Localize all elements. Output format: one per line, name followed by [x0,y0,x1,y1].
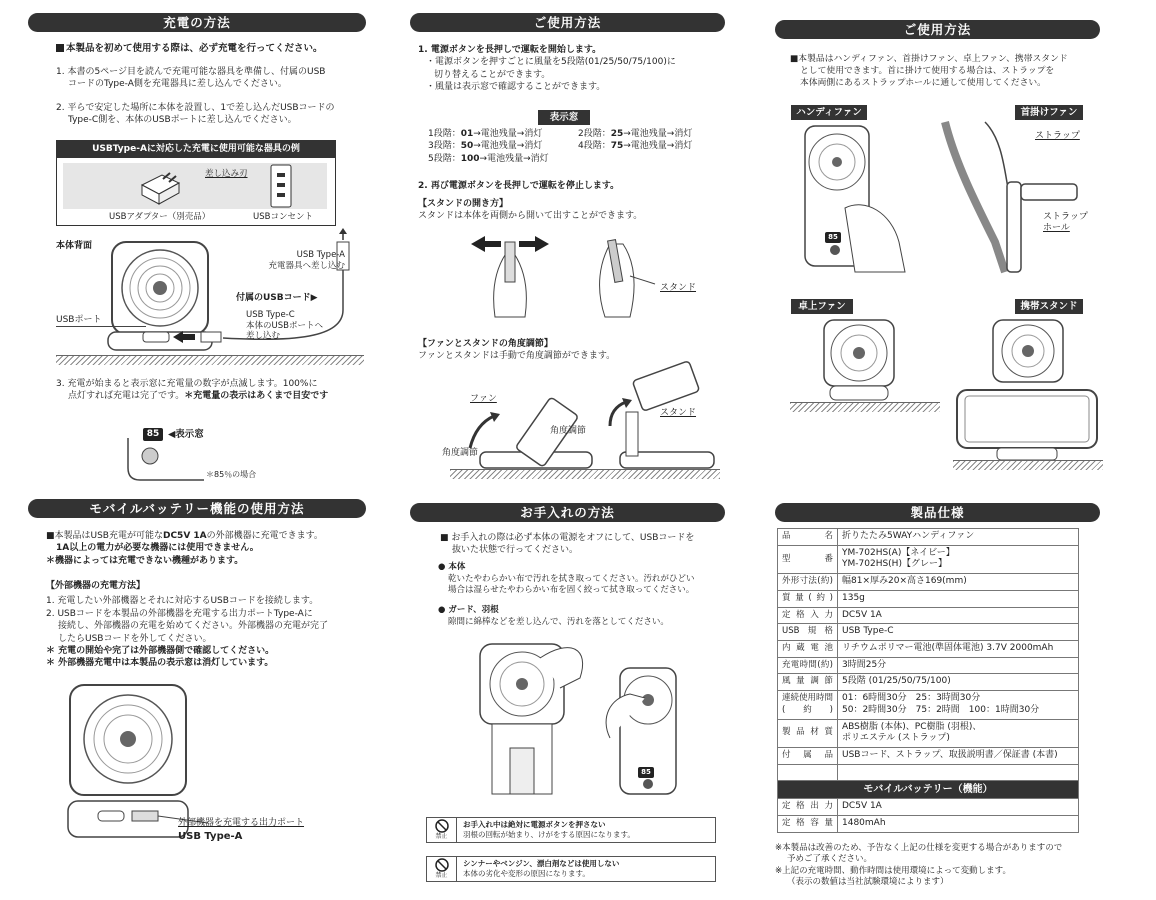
spec-value: ABS樹脂 (本体)、PC樹脂 (羽根)、 ポリエステル (ストラップ) [838,719,1079,747]
section-title-spec: 製品仕様 [775,503,1100,522]
plug-label: 差し込み刃 [205,169,248,179]
spec-row [778,691,1079,719]
warning-solvents: 禁止 シンナーやベンジン、漂白剤などは使用しない 本体の劣化や変形の原因になります。 [426,856,716,882]
spec-key: 質量(約) [778,590,838,607]
warning-power-button: 禁止 お手入れ中は絶対に電源ボタンを押さない 羽根の回転が始まり、けがをする原因になります。 [426,817,716,843]
charging-step-2: 2. 平らで安定した場所に本体を設置し、1で差し込んだUSBコードの Type-C側を、本体のUSBポートに差し込んでください。 [56,103,335,126]
fan-level-table: 1段階：01→電池残量→消灯 2段階：25→電池残量→消灯 3段階：50→電池残量→消灯 4段階：75→電池残量→消灯 5段階：100→電池残量→消灯 [428,129,693,164]
display-table-title: 表示窓 [538,110,590,125]
spec-row [778,607,1079,624]
care-guard: ● ガード、羽根 隙間に綿棒などを差し込んで、汚れを落としてください。 [438,605,669,627]
spec-row [778,799,1079,816]
outlet-label: USBコンセント [253,212,313,222]
spec-row [778,529,1079,546]
spec-table [777,528,1079,833]
modes-intro: ■本製品はハンディファン、首掛けファン、卓上ファン、携帯スタンド として使用できます。首に掛けて使用する場合は、ストラップを 本体両側にあるストラップホールに通して使用してください。 [790,54,1068,89]
spec-value: YM-702HS(A)【ネイビー】 YM-702HS(H)【グレー】 [838,545,1079,573]
output-port-type: USB Type-A [178,831,243,842]
care-intro: ■ お手入れの際は必ず本体の電源をオフにして、USBコードを 抜いた状態で行ってください。 [440,533,695,556]
section-title-usage-2: ご使用方法 [775,20,1100,39]
spec-row [778,574,1079,591]
spec-value: リチウムポリマー電池(準固体電池) 3.7V 2000mAh [838,640,1079,657]
fan-label: ファン [470,394,497,404]
spec-key: 定格入力 [778,607,838,624]
desk-surface [790,402,940,412]
external-charging-method: 【外部機器の充電方法】 1. 充電したい外部機器とそれに対応するUSBコードを接続します。 2. USBコードを本製品の外部機器を充電する出力ポートType-Aに 接続し、外部機器の充電を始めてください。外部機器の充電が完了 したらUSBコードを外してください。 ＊ 充電の開始や完了は外部機器側で確認してください。 ＊ 外部機器充電中は本製品の表示窓は消灯しています。 [46,581,329,669]
table-surface [56,355,364,365]
square-bullet-icon [56,44,64,52]
power-button-illustration [126,438,206,483]
spec-key: 内蔵電池 [778,640,838,657]
spec-notes: ※本製品は改善のため、予告なく上記の仕様を変更する場合がありますので 予めご了承ください。 ※上記の充電時間、動作時間は使用環境によって変動します。 （表示の数値は当社試験環境によります） [775,843,1063,888]
back-label: 本体背面 [56,241,93,251]
prohibited-icon: 禁止 [427,856,457,882]
usb-adapter-icon [137,167,187,207]
section-title-mobile-battery: モバイルバッテリー機能の使用方法 [28,499,366,518]
spec-row [778,719,1079,747]
usb-port-label: USBポート [56,315,102,325]
spec-key: 付属品 [778,747,838,764]
cleaning-illustration [470,638,700,808]
spec-value: 幅81×厚み20×高さ169(mm) [838,574,1079,591]
typea-label: USB Type-A 充電器具へ差し込む [268,250,345,271]
section-title-usage: ご使用方法 [410,13,725,32]
handy-display: 85 [825,232,841,243]
strap-label: ストラップ [1035,131,1080,141]
spec-key: 型番 [778,545,838,573]
column-modes-spec [775,0,1105,900]
spec-row [778,747,1079,764]
adapter-label: USBアダプター（別売品） [109,212,211,222]
spec-mobile-battery-header [778,780,1079,799]
tag-portable-stand: 携帯スタンド [1015,299,1083,314]
charging-step-1: 1. 本書の5ページ目を読んで充電可能な器具を準備し、付属のUSB コードのType-A側を充電器具に差し込んでください。 [56,67,326,90]
tag-neck-fan: 首掛けファン [1015,105,1083,120]
spec-value: 01：6時間30分 25：3時間30分 50：2時間30分 75：2時間 100：1時間30分 [838,691,1079,719]
spec-value: USBコード、ストラップ、取扱説明書／保証書 (本書) [838,747,1079,764]
care-body: ● 本体 乾いたやわらかい布で汚れを拭き取ってください。汚れがひどい 場合は湿らせたやわらかい布を固く絞って拭き取ってください。 [438,562,695,596]
usage-step-1: 1. 電源ボタンを長押しで運転を開始します。 ・電源ボタンを押すごとに風量を5段階(01/25/50/75/100)に 切り替えることができます。 ・風量は表示窓で確認することができます。 [418,45,676,93]
angle-label-2: 角度調節 [442,448,479,458]
charging-step-3: 3. 充電が始まると表示窓に充電量の数字が点滅します。100%に 点灯すれば充電は完了です。＊充電量の表示はあくまで目安です [56,379,329,402]
spec-row [778,624,1079,641]
spec-value: 1480mAh [838,816,1079,833]
spec-row [778,674,1079,691]
neck-fan-illustration [935,122,1105,272]
spec-key: 品名 [778,529,838,546]
mobile-battery-header-cell: モバイルバッテリー（機能） [778,780,1079,799]
spec-row [778,545,1079,573]
tag-handy-fan: ハンディファン [791,105,867,120]
column-charging [28,0,366,900]
stand-label-2: スタンド [660,408,697,418]
handy-fan-illustration [795,122,915,272]
table-surface-2 [450,469,720,479]
spec-value: 135g [838,590,1079,607]
spec-row [778,590,1079,607]
strap-hole-label: ストラップ ホール [1043,212,1088,234]
typec-label: USB Type-C 本体のUSBポートへ 差し込む [246,310,323,342]
usb-outlet-icon [270,164,292,208]
angle-label-1: 角度調節 [550,426,587,436]
spec-key: 外形寸法(約) [778,574,838,591]
stand-open-section: 【スタンドの開き方】 スタンドは本体を両側から開いて出すことができます。 [418,199,643,222]
spec-value: DC5V 1A [838,607,1079,624]
desk-fan-illustration [820,318,900,408]
display-note: ＊85％の場合 [206,470,257,479]
spec-value: 折りたたみ5WAYハンディファン [838,529,1079,546]
spec-key: USB規格 [778,624,838,641]
spec-key: 製品材質 [778,719,838,747]
spec-value: USB Type-C [838,624,1079,641]
spec-blank-row [778,764,1079,780]
spec-key: 連続使用時間 (約) [778,691,838,719]
prohibited-icon: 禁止 [427,817,457,843]
tag-desk-fan: 卓上ファン [791,299,853,314]
angle-adjust-illustration [450,368,730,478]
usage-step-2: 2. 再び電源ボタンを長押しで運転を停止します。 [418,181,620,191]
spec-value: 5段階 (01/25/50/75/100) [838,674,1079,691]
stand-label: スタンド [660,283,697,293]
cord-label: 付属のUSBコード▶ [236,293,318,303]
charger-example-box [56,140,336,226]
spec-value: 3時間25分 [838,657,1079,674]
spec-key: 充電時間(約) [778,657,838,674]
angle-adjust-section: 【ファンとスタンドの角度調節】 ファンとスタンドは手動で角度調節ができます。 [418,339,616,362]
section-title-charging: 充電の方法 [28,13,366,32]
spec-row [778,816,1079,833]
stand-surface [953,460,1103,470]
spec-key: 定格容量 [778,816,838,833]
column-usage [410,0,725,900]
device-display-care: 85 [638,767,654,778]
display-window: 85 [143,428,163,441]
display-window-label: ◀表示窓 [168,429,204,440]
output-port-label: 外部機器を充電する出力ポート [178,818,305,828]
spec-key: 定格出力 [778,799,838,816]
charger-box-title: USBType-Aに対応した充電に使用可能な器具の例 [57,141,335,158]
charging-intro: 本製品を初めて使用する際は、必ず充電を行ってください。 [56,42,323,55]
spec-row [778,640,1079,657]
spec-row [778,657,1079,674]
portable-stand-illustration [953,318,1103,468]
spec-key: 風量調節 [778,674,838,691]
mobile-battery-intro: ■本製品はUSB充電が可能なDC5V 1Aの外部機器に充電できます。 1A以上の電力が必要な機器には使用できません。 ＊機器によっては充電できない機種があります。 [46,531,323,566]
section-title-care: お手入れの方法 [410,503,725,522]
stand-open-illustration [465,232,695,322]
spec-value: DC5V 1A [838,799,1079,816]
